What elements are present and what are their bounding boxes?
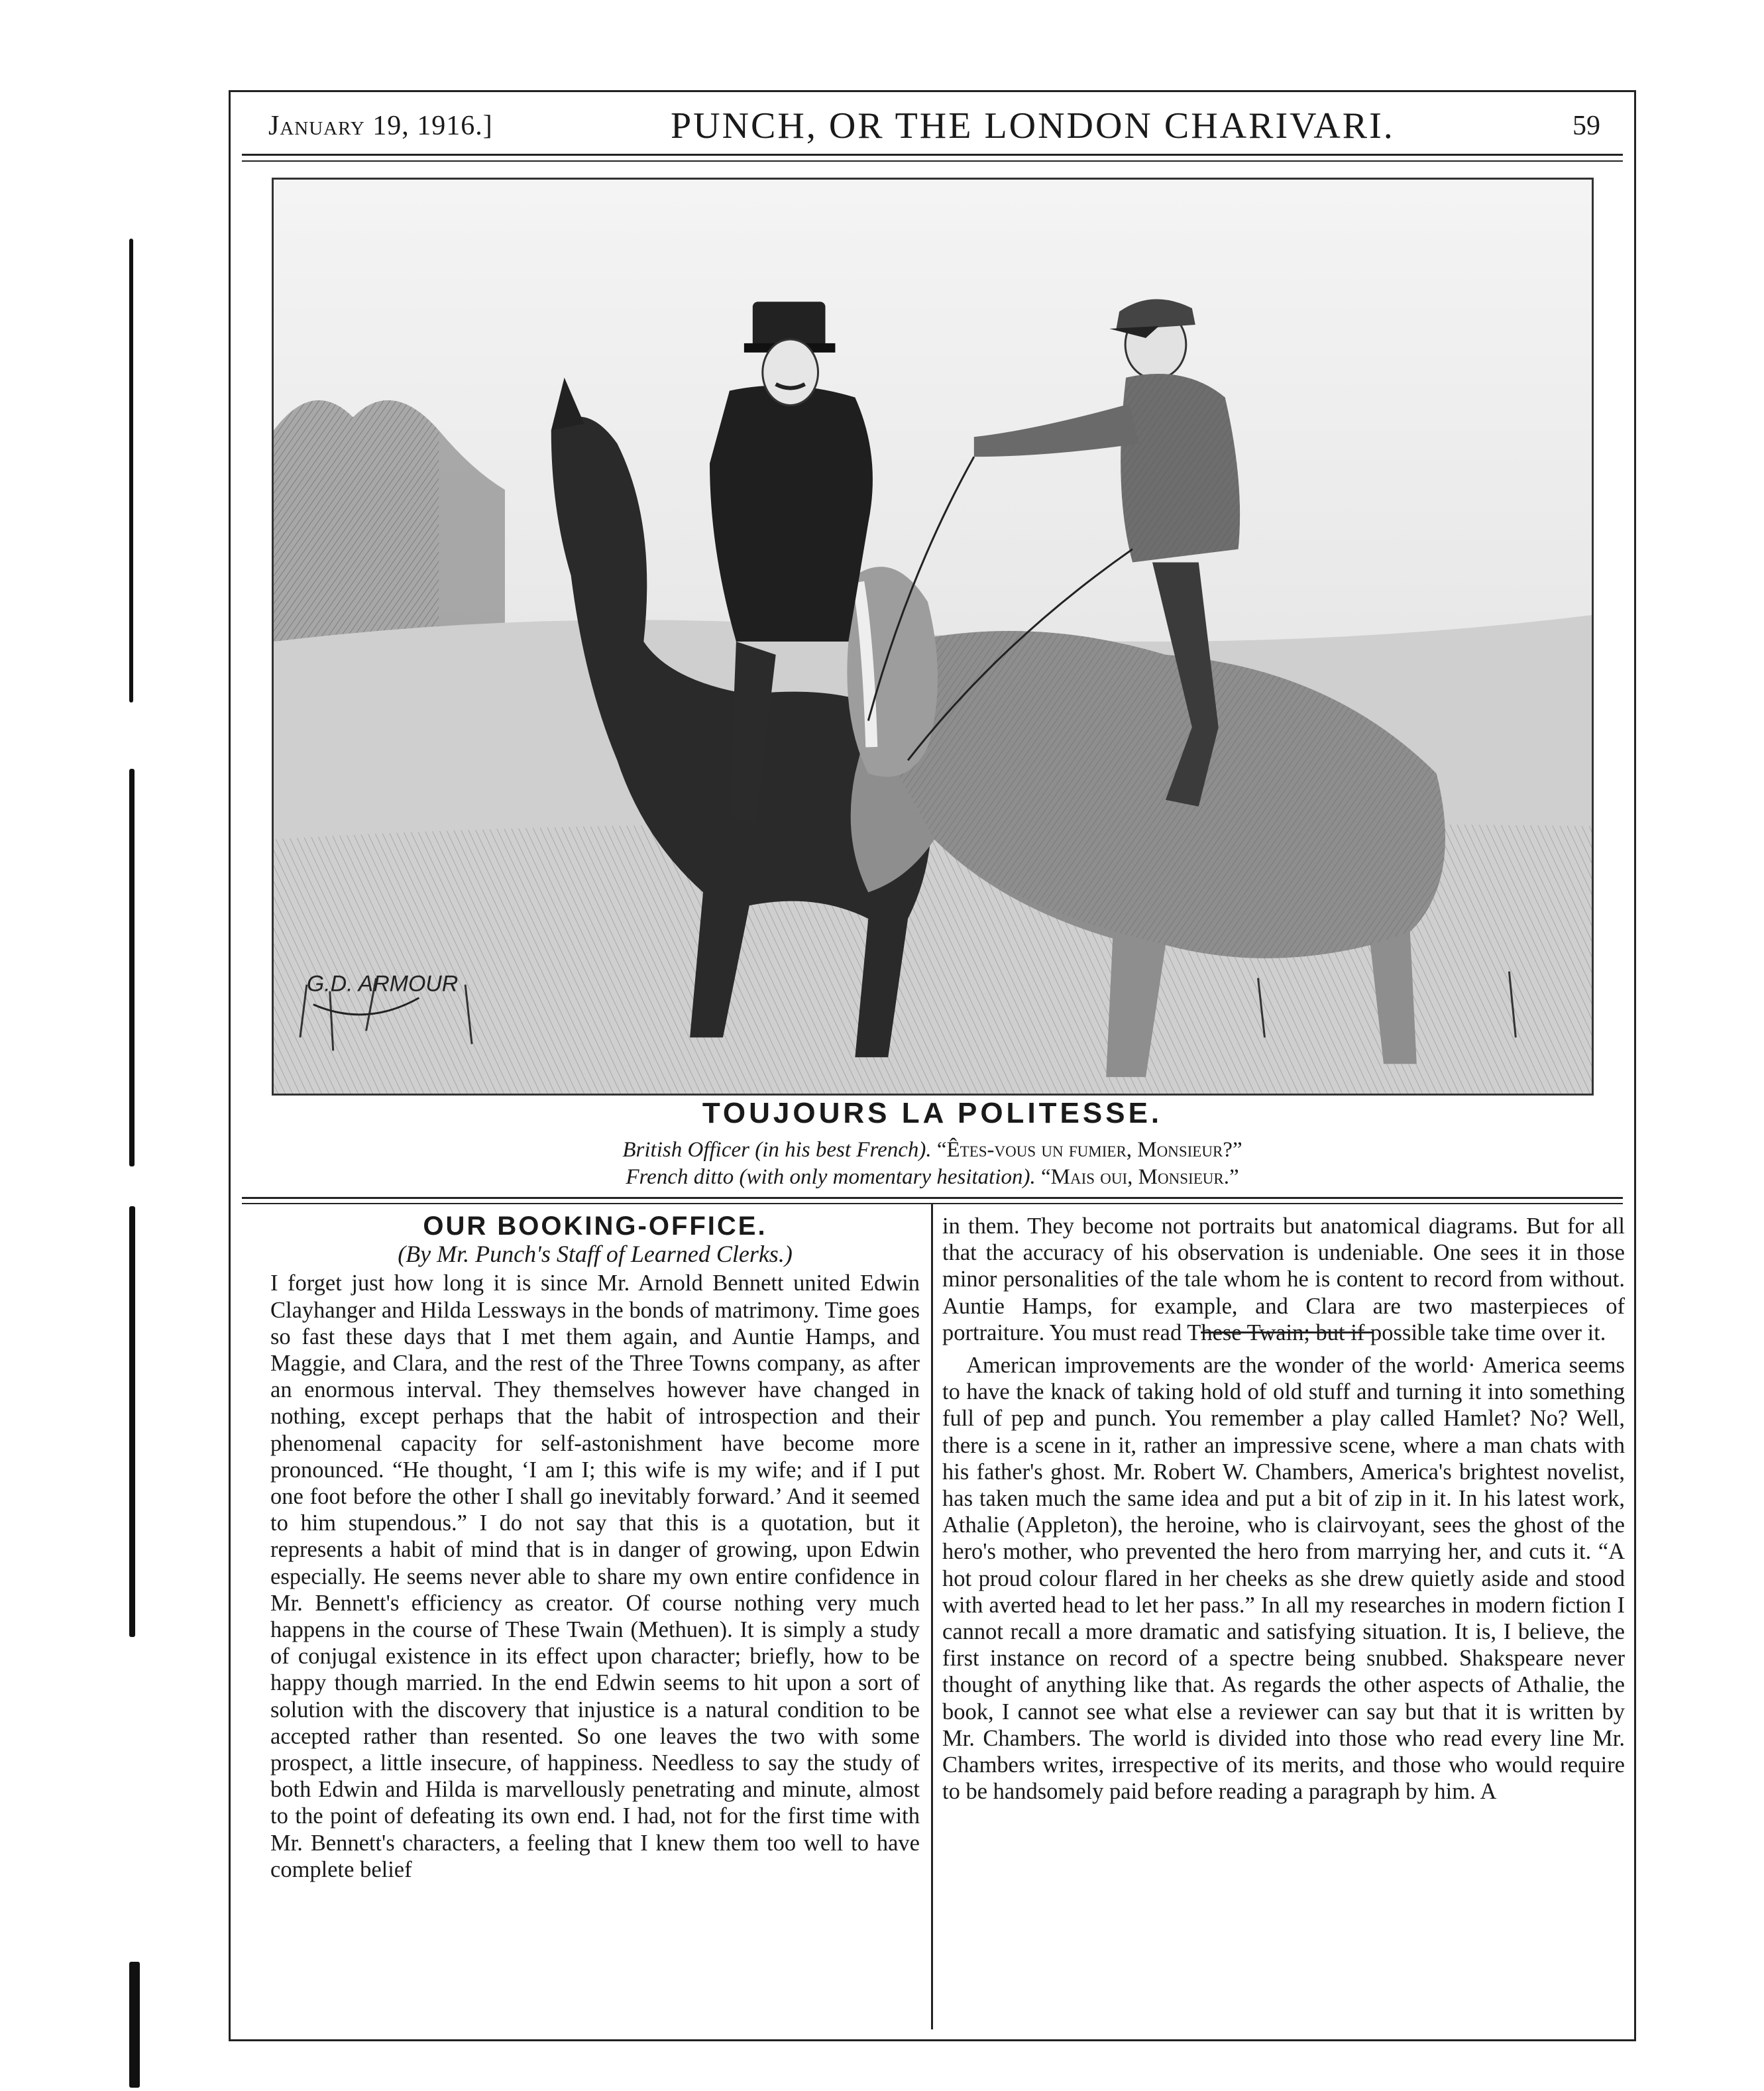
artist-signature: G.D. ARMOUR (306, 971, 459, 997)
article-right-column (942, 1213, 1625, 1805)
cartoon-illustration (272, 178, 1594, 1096)
caption-1-speaker: British Officer (in his best French). (622, 1138, 932, 1162)
article-left-column (270, 1213, 920, 1883)
column-divider (931, 1204, 933, 2029)
scan-edge-mark (129, 239, 133, 703)
page-header (268, 99, 1600, 152)
cartoon-title: TOUJOURS LA POLITESSE. (702, 1097, 1163, 1129)
caption-2-speaker: French ditto (with only momentary hesitation). (626, 1165, 1036, 1189)
scan-edge-mark (129, 1962, 140, 2088)
review-athalie: American improvements are the wonder of the world· America seems to have the knack of taking hold of old stuff and turning it into something full of pep and punch. You remember a play called Hamlet? No? Well, there is a scene in it, rather an impressive scene, where a man chats with his father's ghost. Mr. Robert W. Chambers, America's brightest novelist, has taken much the same idea and put a bit of zip in it. In his latest work, Athalie (Appleton), the heroine, who is clairvoyant, sees the ghost of the hero's mother, who prevented the hero from marrying her, and cuts it. “A hot proud colour flared in her cheeks as she drew quietly aside and stood with averted head to let her pass.” In all my researches in modern fiction I cannot recall a more dramatic and satisfying situation. It is, I believe, the first instance on record of a spectre being snubbed. Shakspeare never thought of anything like that. As regards the other aspects of Athalie, the book, I cannot see what else a reviewer can say but that it is written by Mr. Chambers. The world is divided into those who read every line Mr. Chambers writes, irrespective of its merits, and those who would require to be handsomely paid before reading a paragraph by him. A (942, 1353, 1625, 1805)
caption-rule (242, 1197, 1623, 1199)
caption-2-quote: “Mais oui, Monsieur.” (1041, 1165, 1239, 1189)
header-rule-thin (242, 160, 1623, 162)
issue-date: January 19, 1916.] (268, 111, 493, 141)
cartoon-drawing (274, 180, 1592, 1094)
scan-edge-mark (129, 769, 135, 1166)
cartoon-caption-2 (242, 1165, 1623, 1190)
article-byline: (By Mr. Punch's Staff of Learned Clerks.) (398, 1241, 793, 1268)
cartoon-caption-1 (242, 1138, 1623, 1162)
article-title: OUR BOOKING-OFFICE. (423, 1212, 767, 1241)
publication-title: PUNCH, OR THE LONDON CHARIVARI. (671, 105, 1395, 146)
review-clayhanger: I forget just how long it is since Mr. Arnold Bennett united Edwin Clayhanger and Hilda Lessways in the bonds of matrimony. Time goes so fast these days that I met them again, and Auntie Hamps, and Maggie, and Clara, and the rest of the Three Towns company, as after an enormous interval. They themselves however have changed in nothing, except perhaps that the habit of introspection and their phenomenal capacity for self-astonishment have become more pronounced. “He thought, ‘I am I; this wife is my wife; and if I put one foot before the other I shall go inevitably forward.’ And it seemed to him stupendous.” I do not say that this is a quotation, but it represents a habit of mind that is in danger of growing, upon Edwin especially. He seems never able to share my own entire confidence in Mr. Bennett's efficiency as creator. Of course nothing very much happens in the course of These Twain (Methuen). It is simply a study of conjugal existence in its effect upon character; briefly, how to be happy though married. In the end Edwin seems to hit upon a sort of solution with the discovery that injustice is a natural condition to be accepted rather than resented. So one leaves the two with some prospect, a little insecure, of happiness. Needless to say the study of both Edwin and Hilda is marvellously penetrating and minute, almost to the point of defeating its own end. I had, not for the first time with Mr. Bennett's characters, a feeling that I knew them too well to have complete belief (270, 1271, 920, 1882)
review-clayhanger-continued: in them. They become not portraits but anatomical diagrams. But for all that the accuracy of his observation is undeniable. One sees it in those minor personalities of the tale whom he is content to record from without. Auntie Hamps, for example, and Clara are two masterpieces of portraiture. You must read These Twain; but if possible take time over it. (942, 1214, 1625, 1345)
page-number: 59 (1572, 111, 1600, 141)
caption-1-quote: “Êtes-vous un fumier, Monsieur?” (936, 1138, 1242, 1162)
header-rule (242, 154, 1623, 156)
scan-edge-mark (129, 1206, 135, 1637)
